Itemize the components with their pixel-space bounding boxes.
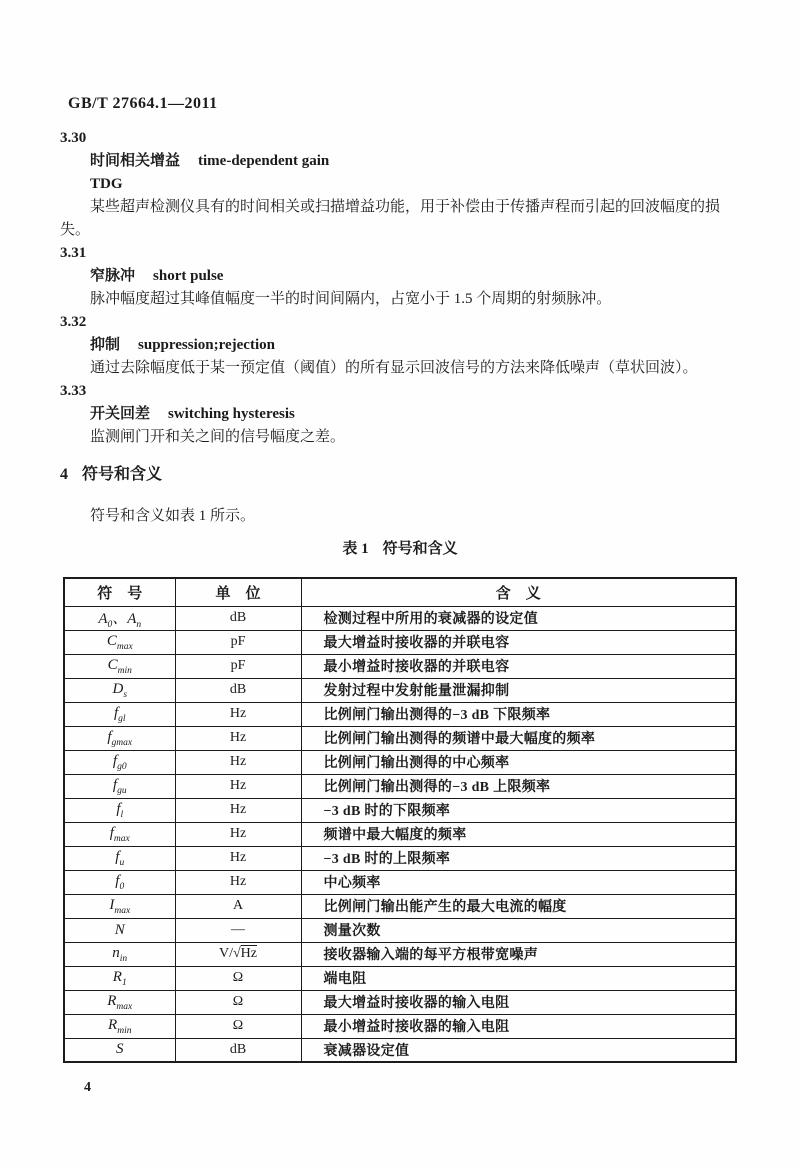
section-4-heading (60, 461, 162, 484)
symbol-cell: $f_{gl}$ (64, 702, 175, 726)
table-row (64, 822, 736, 846)
table-row (64, 990, 736, 1014)
meaning-cell: 衰减器设定值 (301, 1038, 736, 1062)
table-row (64, 870, 736, 894)
table-row (64, 702, 736, 726)
meaning-cell: 端电阻 (301, 966, 736, 990)
meaning-cell: 最小增益时接收器的并联电容 (301, 654, 736, 678)
unit-cell: Ω (175, 1014, 301, 1038)
unit-cell: dB (175, 1038, 301, 1062)
meaning-cell: 测量次数 (301, 918, 736, 942)
symbols-table-wrapper (63, 577, 737, 1063)
section-number: 4 (60, 466, 68, 483)
meaning-cell: 比例闸门输出能产生的最大电流的幅度 (301, 894, 736, 918)
unit-cell: Hz (175, 726, 301, 750)
unit-cell: A (175, 894, 301, 918)
clause-3-32 (60, 311, 738, 380)
meaning-cell: 最小增益时接收器的输入电阻 (301, 1014, 736, 1038)
meaning-cell: 检测过程中所用的衰减器的设定值 (301, 606, 736, 630)
table-row (64, 894, 736, 918)
symbol-cell: $R_{max}$ (64, 990, 175, 1014)
term-line (60, 265, 738, 288)
symbol-cell: $f_l$ (64, 798, 175, 822)
symbols-table (63, 577, 737, 1063)
symbol-cell: $f_{g0}$ (64, 750, 175, 774)
unit-cell: pF (175, 654, 301, 678)
definitions-section (60, 127, 738, 449)
unit-cell: dB (175, 678, 301, 702)
header-unit: 单 位 (175, 578, 301, 606)
meaning-cell: 比例闸门输出测得的−3 dB 上限频率 (301, 774, 736, 798)
clause-body: 脉冲幅度超过其峰值幅度一半的时间间隔内，占宽小于 1.5 个周期的射频脉冲。 (90, 291, 612, 307)
standard-number: GB/T 27664.1—2011 (68, 95, 218, 112)
term-line (60, 334, 738, 357)
meaning-cell: 接收器输入端的每平方根带宽噪声 (301, 942, 736, 966)
table-row (64, 606, 736, 630)
table-row (64, 774, 736, 798)
symbol-cell: $f_{gmax}$ (64, 726, 175, 750)
unit-cell: Ω (175, 966, 301, 990)
term-line (60, 403, 738, 426)
unit-cell: Hz (175, 774, 301, 798)
term-en: suppression;rejection (138, 337, 275, 353)
clause-number: 3.30 (60, 130, 87, 146)
unit-cell: — (175, 918, 301, 942)
table-caption-title: 符号和含义 (382, 541, 458, 557)
clause-3-33 (60, 380, 738, 449)
clause-body: 某些超声检测仪具有的时间相关或扫描增益功能，用于补偿由于传播声程而引起的回波幅度的损失。 (60, 199, 721, 238)
meaning-cell: 发射过程中发射能量泄漏抑制 (301, 678, 736, 702)
term-cn: 抑制 (90, 337, 121, 353)
symbol-cell: $f_0$ (64, 870, 175, 894)
term-en: switching hysteresis (168, 406, 295, 422)
unit-cell: Hz (175, 702, 301, 726)
clause-body: 监测闸门开和关之间的信号幅度之差。 (90, 429, 346, 445)
unit-cell: V/√Hz (175, 942, 301, 966)
unit-cell: Hz (175, 822, 301, 846)
unit-cell: Ω (175, 990, 301, 1014)
section-4-intro: 符号和含义如表 1 所示。 (90, 508, 256, 524)
meaning-cell: 比例闸门输出测得的频谱中最大幅度的频率 (301, 726, 736, 750)
clause-number: 3.31 (60, 245, 87, 261)
clause-body: 通过去除幅度低于某一预定值（阈值）的所有显示回波信号的方法来降低噪声（草状回波）。 (90, 360, 698, 376)
unit-cell: pF (175, 630, 301, 654)
table-row (64, 918, 736, 942)
symbol-cell: $A_0$、$A_n$ (64, 606, 175, 630)
unit-cell: Hz (175, 798, 301, 822)
header-meaning: 含 义 (301, 578, 736, 606)
table-row (64, 966, 736, 990)
symbol-cell: S (64, 1038, 175, 1062)
unit-cell: Hz (175, 846, 301, 870)
term-cn: 时间相关增益 (90, 153, 181, 169)
symbol-cell: $C_{min}$ (64, 654, 175, 678)
symbol-cell: $I_{max}$ (64, 894, 175, 918)
symbol-table-body (64, 606, 736, 1062)
term-cn: 开关回差 (90, 406, 151, 422)
symbol-cell: $f_u$ (64, 846, 175, 870)
term-abbreviation: TDG (90, 176, 123, 192)
clause-3-31 (60, 242, 738, 311)
table-caption (0, 537, 800, 558)
symbol-cell: $C_{max}$ (64, 630, 175, 654)
term-en: time-dependent gain (198, 153, 330, 169)
table-row (64, 942, 736, 966)
meaning-cell: 最大增益时接收器的输入电阻 (301, 990, 736, 1014)
term-en: short pulse (153, 268, 224, 284)
table-row (64, 678, 736, 702)
table-row (64, 630, 736, 654)
symbol-cell: $n_{in}$ (64, 942, 175, 966)
meaning-cell: 最大增益时接收器的并联电容 (301, 630, 736, 654)
symbol-cell: $R_1$ (64, 966, 175, 990)
unit-cell: Hz (175, 750, 301, 774)
table-row (64, 798, 736, 822)
table-header-row (64, 578, 736, 606)
meaning-cell: −3 dB 时的下限频率 (301, 798, 736, 822)
symbol-cell: $R_{min}$ (64, 1014, 175, 1038)
symbol-cell: $D_s$ (64, 678, 175, 702)
table-row (64, 726, 736, 750)
table-row (64, 654, 736, 678)
symbol-cell: N (64, 918, 175, 942)
meaning-cell: 比例闸门输出测得的−3 dB 下限频率 (301, 702, 736, 726)
unit-cell: dB (175, 606, 301, 630)
header-symbol: 符 号 (64, 578, 175, 606)
symbol-cell: $f_{gu}$ (64, 774, 175, 798)
meaning-cell: 中心频率 (301, 870, 736, 894)
meaning-cell: −3 dB 时的上限频率 (301, 846, 736, 870)
clause-3-30 (60, 127, 738, 242)
symbol-cell: $f_{max}$ (64, 822, 175, 846)
term-cn: 窄脉冲 (90, 268, 136, 284)
unit-cell: Hz (175, 870, 301, 894)
page-number: 4 (84, 1080, 91, 1095)
meaning-cell: 比例闸门输出测得的中心频率 (301, 750, 736, 774)
table-row (64, 1014, 736, 1038)
term-line (60, 150, 738, 173)
section-title: 符号和含义 (82, 466, 163, 483)
table-caption-label: 表 1 (342, 541, 369, 557)
meaning-cell: 频谱中最大幅度的频率 (301, 822, 736, 846)
table-row (64, 846, 736, 870)
table-row (64, 750, 736, 774)
clause-number: 3.33 (60, 383, 87, 399)
table-row (64, 1038, 736, 1062)
clause-number: 3.32 (60, 314, 87, 330)
